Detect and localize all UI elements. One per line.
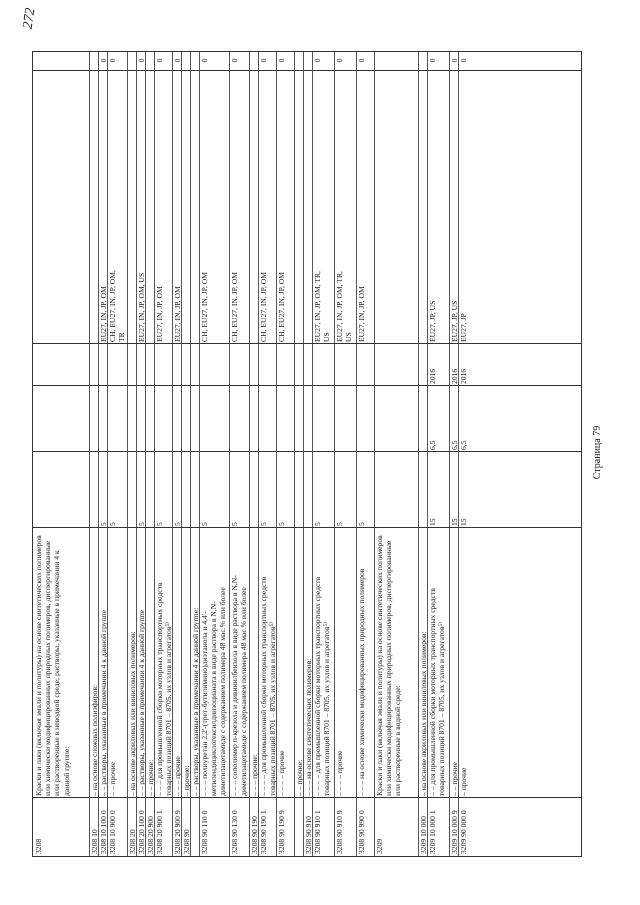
cell-c5 xyxy=(418,50,427,71)
cell-code: 3208 10 xyxy=(90,829,99,854)
cell-c3: 2016 xyxy=(450,368,459,384)
cell-code: 3208 90 190 xyxy=(250,816,259,854)
table-row xyxy=(276,52,294,856)
cell-c4 xyxy=(181,71,190,344)
cell-c1: 5 xyxy=(357,522,366,526)
cell-c3 xyxy=(356,344,374,386)
cell-c5 xyxy=(127,50,136,71)
cell-c3 xyxy=(374,344,418,386)
cell-c4 xyxy=(190,71,199,344)
cell-c1: 5 xyxy=(313,522,322,526)
cell-c1: 5 xyxy=(259,522,268,526)
cell-desc: Краски и лаки (включая эмали и политуры) на основе синтетических полимеров или химически модифицированных природных полимеров, диспергированные или растворенные в неводной среде; растворы, указанные в примечании 4 к данной группе: xyxy=(34,535,71,796)
cell-c5: 0 xyxy=(230,58,239,63)
table-row xyxy=(334,52,356,856)
cell-desc: – – растворы, указанные в примечании 4 к данной группе xyxy=(137,609,146,796)
cell-code xyxy=(294,798,303,856)
tariff-table xyxy=(32,51,582,857)
table-row xyxy=(98,52,107,856)
table-row xyxy=(303,52,312,856)
cell-desc: – на основе акриловых или виниловых полимеров: xyxy=(128,631,137,796)
cell-c4: EU27, IN, JP, OM xyxy=(155,286,164,342)
row-divider xyxy=(312,52,313,856)
cell-c5 xyxy=(33,50,89,71)
cell-c5: 0 xyxy=(428,58,437,63)
cell-c1 xyxy=(181,452,190,528)
cell-c5: 0 xyxy=(357,58,366,63)
cell-desc: – – для промышленной сборки моторных транспортных средств товарных позиций 8701 – 8705, их узлов и агрегатов⁵⁾ xyxy=(428,588,447,796)
cell-c2 xyxy=(199,386,229,452)
cell-c3 xyxy=(145,344,154,386)
cell-c4: EU27, IN, JP, OM, TR, US xyxy=(313,271,332,342)
cell-c2 xyxy=(249,386,258,452)
cell-c4: EU27, IN, JP, OM xyxy=(99,286,108,342)
cell-c1: 5 xyxy=(230,522,239,526)
cell-c4 xyxy=(418,71,427,344)
cell-code: 3209 10 000 9 xyxy=(450,810,459,854)
cell-c3: 2016 xyxy=(459,368,468,384)
table-row xyxy=(294,52,303,856)
cell-c4 xyxy=(249,71,258,344)
row-divider xyxy=(172,52,173,856)
cell-c4 xyxy=(89,71,98,344)
table-row xyxy=(374,52,418,856)
cell-desc: – – прочие xyxy=(108,761,117,796)
cell-c4: CH, EU27, IN, JP, OM xyxy=(200,271,209,342)
row-divider xyxy=(98,52,99,856)
cell-desc: – – растворы, указанные в примечании 4 к данной группе: xyxy=(191,607,200,796)
cell-c5: 0 xyxy=(313,58,322,63)
row-divider xyxy=(374,52,375,856)
cell-c1: 5 xyxy=(277,522,286,526)
cell-c2 xyxy=(334,386,356,452)
cell-c1 xyxy=(190,452,199,528)
row-divider xyxy=(89,52,90,856)
cell-c1 xyxy=(418,452,427,528)
cell-code: 3208 90 110 0 xyxy=(200,810,209,854)
cell-c2: 6,5 xyxy=(459,440,468,450)
cell-c4: EU27, JP, US xyxy=(428,300,437,342)
row-divider xyxy=(190,52,191,856)
cell-code: 3209 xyxy=(375,838,384,854)
cell-code: 3208 90 130 0 xyxy=(230,810,239,854)
table-row xyxy=(172,52,181,856)
row-divider xyxy=(199,52,200,856)
cell-c1 xyxy=(33,452,89,528)
cell-c2 xyxy=(98,386,107,452)
cell-c2 xyxy=(276,386,294,452)
cell-desc: – – – – для промышленной сборки моторных транспортных средств товарных позиций 8701 – 8705, их узлов и агрегатов⁵⁾ xyxy=(259,576,278,796)
cell-desc: – на основе акриловых или виниловых полимеров: xyxy=(419,631,428,796)
cell-c1 xyxy=(89,452,98,528)
cell-c4 xyxy=(294,71,303,344)
cell-c1: 5 xyxy=(108,522,117,526)
row-divider xyxy=(303,52,304,856)
row-divider xyxy=(458,52,459,856)
cell-code: 3209 10 000 1 xyxy=(428,810,437,854)
cell-c5: 0 xyxy=(99,58,108,63)
table-row xyxy=(190,52,199,856)
cell-code: 3208 10 900 0 xyxy=(108,810,117,854)
cell-c3 xyxy=(127,344,136,386)
table-row xyxy=(199,52,229,856)
table-row xyxy=(249,52,258,856)
table-row xyxy=(458,52,467,856)
table-row xyxy=(418,52,427,856)
cell-desc: – – – – прочие xyxy=(335,750,344,796)
cell-c4 xyxy=(33,71,89,344)
cell-c1 xyxy=(127,452,136,528)
row-divider xyxy=(136,52,137,856)
cell-desc: – – прочие xyxy=(450,761,459,796)
cell-c1: 5 xyxy=(200,522,209,526)
cell-code: 3208 20 xyxy=(128,829,137,854)
cell-desc: – – – сополимер п-крезола и дивинилбензола в виде раствора в N,N- диметилацетамиде с содержанием полимера 48 мас.% или более xyxy=(230,575,249,796)
cell-c5: 0 xyxy=(450,58,459,63)
column-divider xyxy=(33,343,581,344)
cell-c3 xyxy=(154,344,172,386)
cell-c1 xyxy=(374,452,418,528)
cell-code: 3208 90 910 1 xyxy=(313,810,322,854)
cell-c2 xyxy=(294,386,303,452)
cell-c4: EU27, JP xyxy=(459,313,468,342)
cell-c2 xyxy=(303,386,312,452)
cell-c3 xyxy=(294,344,303,386)
cell-desc: – прочие xyxy=(459,767,468,796)
cell-code: 3208 20 900 xyxy=(146,816,155,854)
cell-desc: – – – прочие xyxy=(173,756,182,796)
cell-c3 xyxy=(98,344,107,386)
cell-c5: 0 xyxy=(155,58,164,63)
cell-c3: 2016 xyxy=(428,368,437,384)
cell-c5: 0 xyxy=(200,58,209,63)
cell-c3 xyxy=(249,344,258,386)
cell-c4: CH, EU27, IN, JP, OM xyxy=(259,271,268,342)
cell-desc: – прочие: xyxy=(182,765,191,796)
column-divider xyxy=(33,527,581,528)
cell-code: 3208 20 100 0 xyxy=(137,810,146,854)
cell-c2 xyxy=(312,386,334,452)
row-divider xyxy=(294,52,295,856)
row-divider xyxy=(107,52,108,856)
cell-c3 xyxy=(303,344,312,386)
cell-desc: – – прочие: xyxy=(295,759,304,796)
cell-c1: 15 xyxy=(450,518,459,526)
cell-code: 3208 90 xyxy=(182,829,191,854)
cell-c5 xyxy=(145,50,154,71)
cell-desc: – – растворы, указанные в примечании 4 к данной группе xyxy=(99,609,108,796)
cell-code: 3208 20 900 9 xyxy=(173,810,182,854)
cell-c2 xyxy=(258,386,276,452)
cell-c3 xyxy=(172,344,181,386)
table-row xyxy=(258,52,276,856)
cell-desc: – – – – прочие xyxy=(277,750,286,796)
table-row xyxy=(229,52,249,856)
cell-c2 xyxy=(136,386,145,452)
row-divider xyxy=(276,52,277,856)
cell-c2 xyxy=(107,386,127,452)
cell-c5 xyxy=(294,50,303,71)
cell-c4: CH, EU27, IN, JP, OM xyxy=(277,271,286,342)
cell-code: 3208 90 910 xyxy=(304,816,313,854)
cell-c3 xyxy=(229,344,249,386)
cell-c2 xyxy=(154,386,172,452)
cell-code: 3208 90 190 1 xyxy=(259,810,268,854)
cell-c4 xyxy=(145,71,154,344)
column-divider xyxy=(33,451,581,452)
cell-c3 xyxy=(418,344,427,386)
cell-c1: 15 xyxy=(459,518,468,526)
row-divider xyxy=(154,52,155,856)
table-row xyxy=(89,52,98,856)
row-divider xyxy=(229,52,230,856)
cell-code: 3208 90 990 0 xyxy=(357,810,366,854)
cell-desc: – – – на основе химически модифицированных природных полимеров xyxy=(357,568,366,796)
cell-code: 3208 90 190 9 xyxy=(277,810,286,854)
cell-code: 3209 90 000 0 xyxy=(459,810,468,854)
cell-c2 xyxy=(181,386,190,452)
cell-c1: 5 xyxy=(99,522,108,526)
cell-code: 3209 10 000 xyxy=(419,816,428,854)
cell-c3 xyxy=(181,344,190,386)
cell-c4 xyxy=(127,71,136,344)
column-divider xyxy=(33,70,581,71)
cell-c5 xyxy=(190,50,199,71)
cell-c1 xyxy=(294,452,303,528)
row-divider xyxy=(249,52,250,856)
cell-c2: 6,5 xyxy=(450,440,459,450)
cell-desc: – – прочие: xyxy=(146,759,155,796)
cell-c3 xyxy=(334,344,356,386)
cell-c5: 0 xyxy=(277,58,286,63)
cell-c4: EU27, IN, JP, OM xyxy=(173,286,182,342)
column-divider xyxy=(33,797,581,798)
cell-c4 xyxy=(303,71,312,344)
cell-c3 xyxy=(276,344,294,386)
cell-c2 xyxy=(374,386,418,452)
cell-code: 3208 xyxy=(34,838,43,854)
cell-c4: EU27, JP, US xyxy=(450,300,459,342)
cell-c2 xyxy=(356,386,374,452)
cell-c5 xyxy=(374,50,418,71)
cell-c1 xyxy=(303,452,312,528)
table-row xyxy=(107,52,127,856)
cell-c5 xyxy=(303,50,312,71)
cell-c5 xyxy=(89,50,98,71)
cell-c3 xyxy=(136,344,145,386)
cell-c1 xyxy=(249,452,258,528)
cell-c5: 0 xyxy=(137,58,146,63)
table-row xyxy=(127,52,136,856)
table-row xyxy=(145,52,154,856)
cell-c5 xyxy=(181,50,190,71)
cell-desc: – – – для промышленной сборки моторных транспортных средств товарных позиций 8701 – 8705, их узлов и агрегатов⁵⁾ xyxy=(155,582,174,796)
handwritten-page-mark: 272 xyxy=(20,6,39,30)
cell-c1 xyxy=(145,452,154,528)
cell-desc: – – – полиуретан 2,2'-(трет-бутилимино)диэтанола и 4,4'- метилендициклогексилдиизоцианата в виде раствора в N,N- диметилацетамиде с содержанием полимера 48 мас.% или более xyxy=(200,587,228,796)
cell-c2 xyxy=(172,386,181,452)
cell-code: 3208 10 100 0 xyxy=(99,810,108,854)
cell-desc: – – – прочие: xyxy=(250,754,259,796)
row-divider xyxy=(418,52,419,856)
cell-c4: CH, EU27, IN, JP, OM, TR xyxy=(108,270,127,342)
cell-code: 3208 20 900 1 xyxy=(155,810,164,854)
cell-c2: 6,5 xyxy=(428,440,437,450)
row-divider xyxy=(181,52,182,856)
cell-code: 3208 90 910 9 xyxy=(335,810,344,854)
cell-c5: 0 xyxy=(335,58,344,63)
cell-c3 xyxy=(258,344,276,386)
cell-c1: 5 xyxy=(335,522,344,526)
cell-desc: – – – – для промышленной сборки моторных транспортных средств товарных позиций 8701 – 8705, их узлов и агрегатов⁵⁾ xyxy=(313,576,332,796)
cell-c1: 5 xyxy=(137,522,146,526)
cell-desc: – на основе сложных полиэфиров: xyxy=(90,684,99,796)
cell-desc: – – – на основе синтетических полимеров: xyxy=(304,658,313,796)
cell-c2 xyxy=(145,386,154,452)
table-row xyxy=(136,52,145,856)
row-divider xyxy=(145,52,146,856)
cell-c1: 5 xyxy=(173,522,182,526)
cell-c2 xyxy=(127,386,136,452)
cell-c4: CH, EU27, IN, JP, OM xyxy=(230,271,239,342)
row-divider xyxy=(258,52,259,856)
cell-c2 xyxy=(33,386,89,452)
page-number: Страница 79 xyxy=(592,425,603,480)
table-row xyxy=(312,52,334,856)
cell-c3 xyxy=(199,344,229,386)
table-row xyxy=(356,52,374,856)
column-divider xyxy=(33,385,581,386)
cell-code xyxy=(190,798,199,856)
cell-c2 xyxy=(190,386,199,452)
cell-c5: 0 xyxy=(459,58,468,63)
cell-desc: Краски и лаки (включая эмали и политуры) на основе синтетических полимеров или химически модифицированных природных полимеров, диспергированные или растворенные в водной среде: xyxy=(375,535,403,796)
cell-c5: 0 xyxy=(108,58,117,63)
cell-c4: EU27, IN, JP, OM xyxy=(357,286,366,342)
row-divider xyxy=(356,52,357,856)
cell-c2 xyxy=(418,386,427,452)
cell-c3 xyxy=(190,344,199,386)
cell-c5: 0 xyxy=(173,58,182,63)
row-divider xyxy=(127,52,128,856)
cell-c4 xyxy=(374,71,418,344)
cell-c4: EU27, IN, JP, OM, US xyxy=(137,272,146,342)
cell-c3 xyxy=(89,344,98,386)
cell-c1: 5 xyxy=(155,522,164,526)
cell-c3 xyxy=(107,344,127,386)
row-divider xyxy=(334,52,335,856)
table-row xyxy=(427,52,449,856)
cell-c2 xyxy=(89,386,98,452)
table-row xyxy=(154,52,172,856)
table-row xyxy=(181,52,190,856)
cell-c3 xyxy=(33,344,89,386)
cell-c3 xyxy=(312,344,334,386)
cell-c2 xyxy=(229,386,249,452)
row-divider xyxy=(427,52,428,856)
table-row xyxy=(449,52,458,856)
row-divider xyxy=(449,52,450,856)
cell-c5 xyxy=(249,50,258,71)
cell-c4: EU27, IN, JP, OM, TR, US xyxy=(335,271,354,342)
table-row xyxy=(33,52,89,856)
cell-c5: 0 xyxy=(259,58,268,63)
cell-c1: 15 xyxy=(428,518,437,526)
